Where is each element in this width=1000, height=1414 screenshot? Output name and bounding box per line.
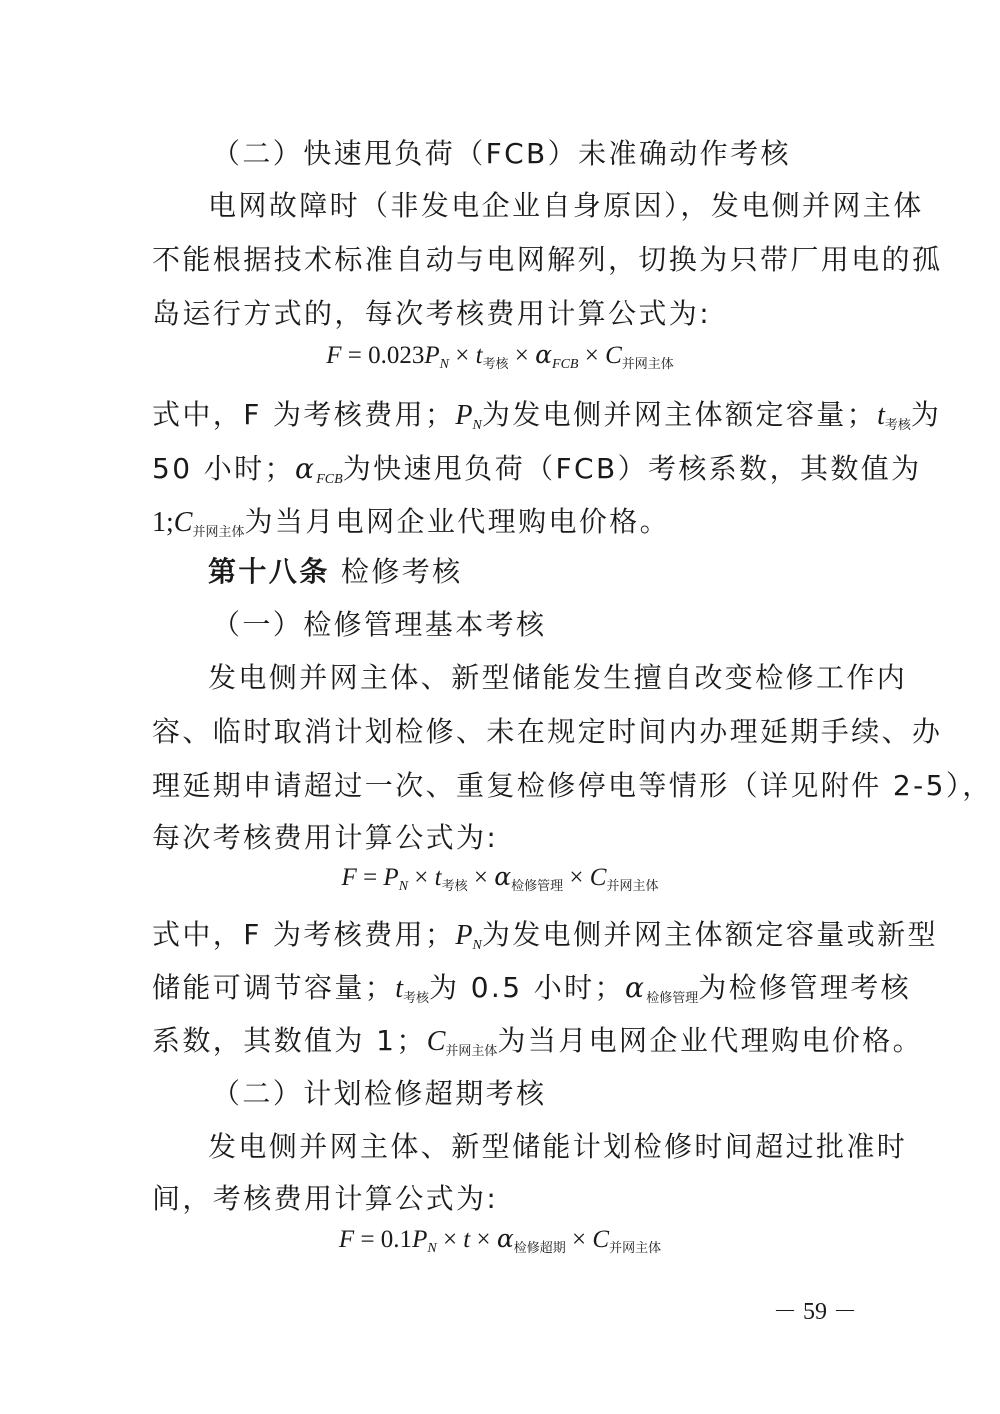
text-run: 为当月电网企业代理购电价格。 [497,1024,924,1057]
text-run: 系数，其数值为 1； [152,1024,427,1057]
formula-subscript: FCB [552,357,579,372]
paragraph-line: 理延期申请超过一次、重复检修停电等情形（详见附件 2-5）， [152,769,993,802]
formula-symbol: F [341,864,357,891]
formula-symbol: t [475,342,483,369]
paragraph-line: 发电侧并网主体、新型储能计划检修时间超过批准时 [208,1130,908,1163]
formula-symbol: t [463,1226,471,1253]
formula-symbol: P [383,864,399,891]
formula-text: × [470,1226,497,1253]
text-run: 50 小时； [152,452,295,485]
paragraph-line [152,449,922,500]
text-run: 为 [910,398,942,431]
formula-subscript: 并网主体 [606,879,659,894]
formula-symbol: α [496,1224,514,1253]
inline-symbol: α [624,971,647,1004]
text-run: 为快速甩负荷（FCB）考核系数，其数值为 [342,452,922,485]
formula-text: = 0.1 [354,1226,413,1253]
section-heading-basic: （一）检修管理基本考核 [212,608,547,641]
formula-symbol: P [424,342,440,369]
section-heading-overdue: （二）计划检修超期考核 [212,1077,547,1110]
formula-symbol: t [434,864,442,891]
inline-symbol: P [455,920,473,951]
page-number: － 59 － [773,1299,857,1325]
inline-subscript: 考核 [402,991,429,1006]
inline-subscript: 检修管理 [646,991,699,1006]
inline-subscript: 并网主体 [445,1044,498,1059]
text-run: 为发电侧并网主体额定容量； [481,398,878,431]
text-run: 为当月电网企业代理购电价格。 [244,505,671,538]
inline-subscript: 考核 [884,418,911,433]
formula-basic [0,860,1000,904]
formula-text: × [565,1226,593,1253]
formula-subscript: 并网主体 [609,1241,662,1256]
paragraph-line: 每次考核费用计算公式为: [152,821,499,854]
formula-subscript: 检修超期 [513,1241,566,1256]
paragraph-line [152,502,852,553]
text-run: 为发电侧并网主体额定容量或新型 [481,918,938,951]
text-run: 式中，F 为考核费用； [152,398,456,431]
inline-subscript: FCB [316,472,343,487]
formula-symbol: α [535,340,553,369]
inline-symbol: C [173,507,193,538]
formula-overdue [0,1222,1000,1266]
text-run: 1; [152,507,174,538]
paragraph-line: 间，考核费用计算公式为: [152,1182,499,1215]
formula-text: × [467,864,495,891]
paragraph-line [152,915,938,966]
inline-symbol: α [294,452,317,485]
text-run: 为 0.5 小时； [429,971,625,1004]
formula-subscript: 并网主体 [621,357,674,372]
formula-text: × [408,864,435,891]
text-run: 储能可调节容量； [152,971,396,1004]
inline-subscript: N [472,938,482,953]
formula-text: = 0.023 [341,342,425,369]
formula-text: × [578,342,606,369]
formula-symbol: P [412,1226,428,1253]
paragraph-line: 电网故障时（非发电企业自身原因），发电侧并网主体 [208,189,924,222]
formula-text: × [448,342,476,369]
formula-symbol: C [589,864,607,891]
formula-symbol: F [326,342,342,369]
text-run: 式中，F 为考核费用； [152,918,456,951]
formula-subscript: 考核 [441,879,468,894]
paragraph-line [152,395,942,446]
formula-text: = [356,864,384,891]
formula-subscript: N [427,1241,437,1256]
formula-fcb [0,338,1000,382]
article-heading [208,552,852,592]
inline-subscript: N [472,418,482,433]
inline-symbol: C [426,1026,446,1057]
formula-symbol: α [494,862,512,891]
article-title: 检修考核 [340,555,463,588]
inline-symbol: t [877,400,885,431]
text-run: 为检修管理考核 [698,971,912,1004]
formula-symbol: F [338,1226,355,1253]
formula-subscript: N [398,879,409,894]
paragraph-line: 不能根据技术标准自动与电网解列，切换为只带厂用电的孤 [152,243,943,276]
paragraph-line: 岛运行方式的，每次考核费用计算公式为: [152,297,712,330]
formula-subscript: 检修管理 [511,879,564,894]
paragraph-line [152,968,912,1019]
formula-text: × [563,864,590,891]
inline-symbol: P [455,400,473,431]
formula-subscript: N [439,357,449,372]
inline-symbol: t [395,973,403,1004]
formula-text: × [436,1226,464,1253]
section-heading-fcb: （二）快速甩负荷（FCB）未准确动作考核 [212,137,791,170]
inline-subscript: 并网主体 [192,525,245,540]
formula-text: × [508,342,536,369]
formula-subscript: 考核 [482,357,509,372]
formula-symbol: C [592,1226,610,1253]
paragraph-line: 发电侧并网主体、新型储能发生擅自改变检修工作内 [208,661,908,694]
formula-symbol: C [605,342,622,369]
paragraph-line: 容、临时取消计划检修、未在规定时间内办理延期手续、办 [152,715,943,748]
article-label: 第十八条 [208,555,330,588]
paragraph-line [152,1021,924,1072]
